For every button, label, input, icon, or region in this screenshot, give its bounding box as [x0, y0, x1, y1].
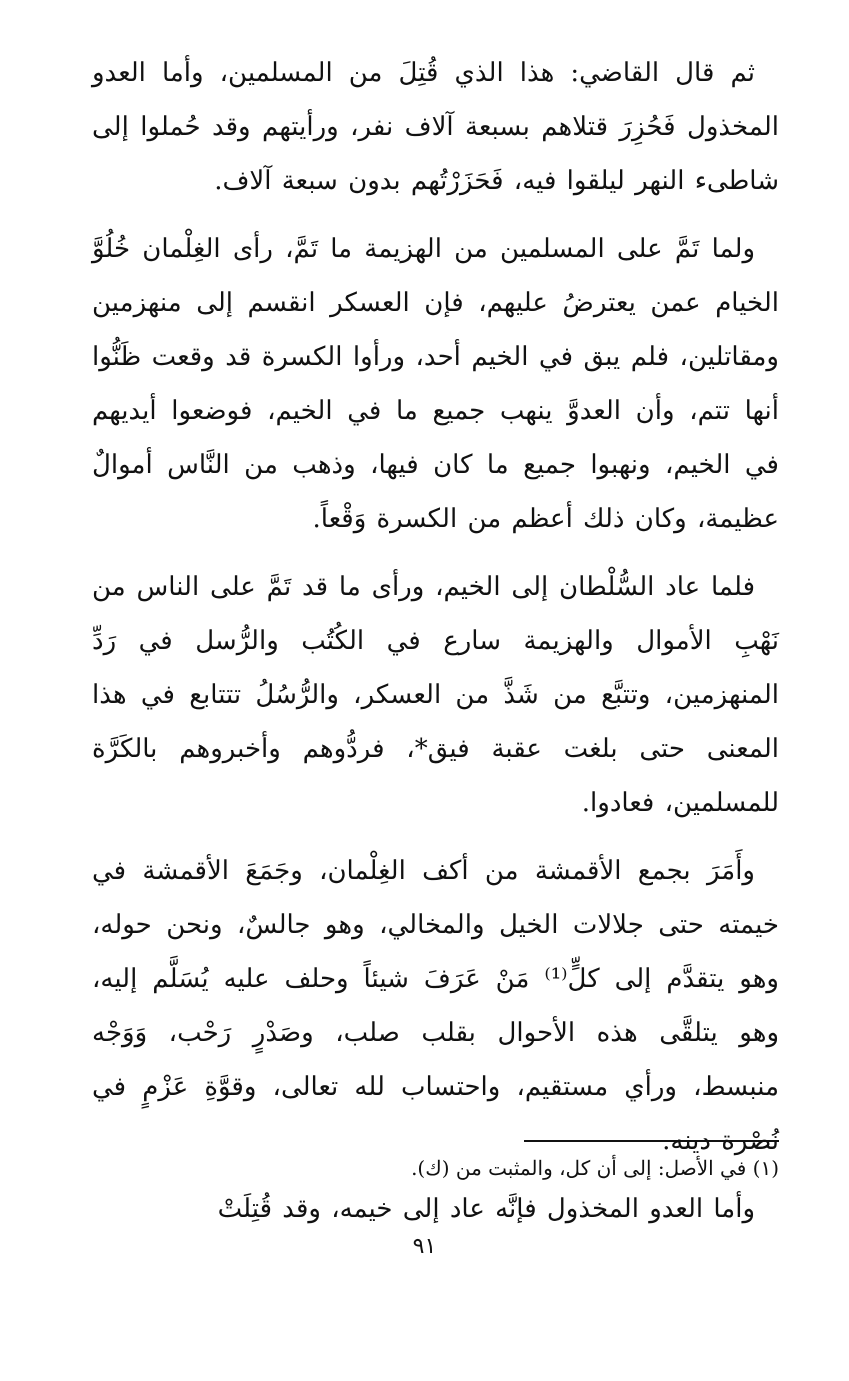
page-number: ٩١ — [412, 1234, 437, 1259]
paragraph-1: ثم قال القاضي: هذا الذي قُتِلَ من المسلمين، وأما العدو المخذول فَحُزِرَ قتلاهم بسبعة آلاف نفر، ورأيتهم وقد حُملوا إلى شاطىء النهر ليلقوا فيه، فَحَزَرْتُهم بدون سبعة آلاف. — [92, 58, 779, 196]
page-body — [92, 46, 779, 1236]
footnote-divider — [524, 1140, 779, 1142]
paragraph-3: فلما عاد السُّلْطان إلى الخيم، ورأى ما قد تَمَّ على الناس من نَهْبِ الأموال والهزيمة سارع في الكُتُب والرُّسل في رَدِّ المنهزمين، وتتبَّع من شَذَّ من العسكر، والرُّسُلُ تتتابع في هذا المعنى حتى بلغت عقبة فيق*، فردُّوهم وأخبروهم بالكَرَّة للمسلمين، فعادوا. — [92, 572, 779, 818]
paragraph-4: وأَمَرَ بجمع الأقمشة من أكف الغِلْمان، وجَمَعَ الأقمشة في خيمته حتى جلالات الخيل والمخالي، وهو جالسٌ، ونحن حوله، وهو يتقدَّم إلى كلٍّ⁽¹⁾ مَنْ عَرَفَ شيئاً وحلف عليه يُسَلَّم إليه، وهو يتلقَّى هذه الأحوال بقلب صلب، وصَدْرٍ رَحْب، وَوَجْه منبسط، ورأي مستقيم، واحتساب لله تعالى، وقوَّةِ عَزْمٍ في نُصْرة دينه. — [92, 856, 779, 1156]
footnote: (١) في الأصل: إلى أن كل، والمثبت من (ك). — [411, 1156, 779, 1180]
paragraph-5: وأما العدو المخذول فإنَّه عاد إلى خيمه، وقد قُتِلَتْ — [217, 1194, 755, 1224]
paragraph-2: ولما تَمَّ على المسلمين من الهزيمة ما تَمَّ، رأى الغِلْمان خُلُوَّ الخيام عمن يعترضُ عليهم، فإن العسكر انقسم إلى منهزمين ومقاتلين، فلم يبق في الخيم أحد، ورأوا الكسرة قد وقعت ظَنُّوا أنها تتم، وأن العدوَّ ينهب جميع ما في الخيم، فوضعوا أيديهم في الخيم، ونهبوا جميع ما كان فيها، وذهب من النَّاس أموالٌ عظيمة، وكان ذلك أعظم من الكسرة وَقْعاً. — [92, 234, 779, 534]
